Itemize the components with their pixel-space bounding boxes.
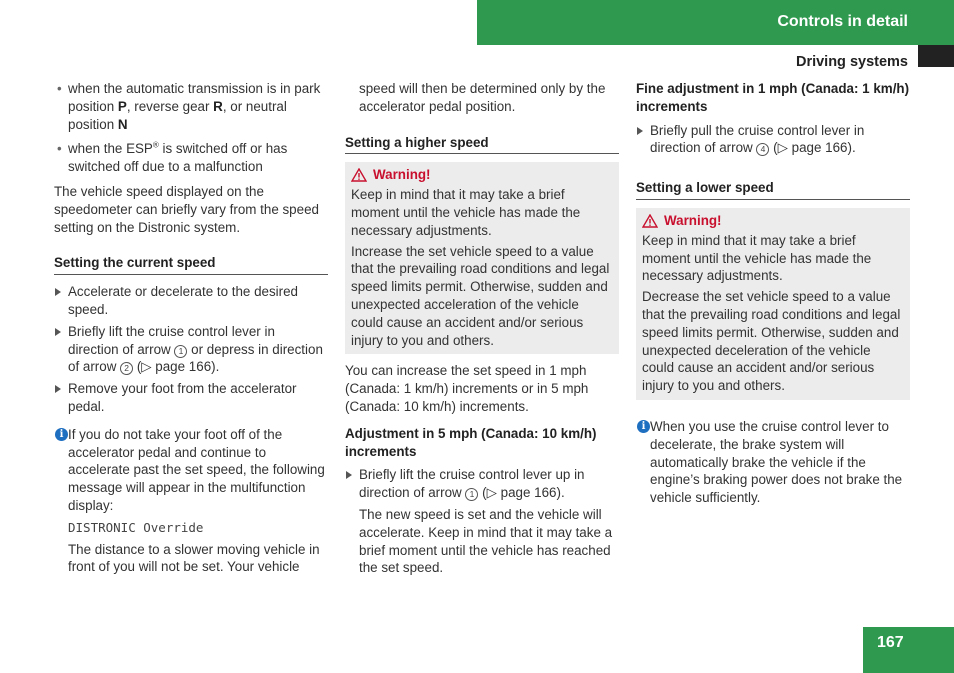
- info-text: If you do not take your foot off of the accelerator pedal and continue to accelerate past the set speed, the following message will appear in the multifunction display:: [68, 426, 325, 513]
- section-heading: Setting a higher speed: [345, 134, 619, 155]
- step-result-text: The new speed is set and the vehicle will accelerate. Keep in mind that it may take a brief moment until the vehicle has reached the set speed.: [359, 506, 613, 576]
- section-heading: Setting the current speed: [54, 254, 328, 275]
- column-2: [345, 80, 619, 577]
- warning-title: Warning!: [373, 167, 431, 183]
- warning-heading: [351, 166, 613, 184]
- gear-r: R: [213, 98, 223, 114]
- step-item: [54, 283, 328, 319]
- step-item: [54, 380, 328, 416]
- warning-triangle-icon: [351, 168, 367, 182]
- info-text-continued: The distance to a slower moving vehicle in front of you will not be set. Your vehicle: [68, 541, 320, 575]
- info-note: [636, 418, 910, 507]
- text: Remove your foot from the accelerator pedal.: [68, 381, 297, 414]
- column-1: [54, 80, 328, 576]
- step-item: [636, 122, 910, 158]
- page-number: 167: [877, 634, 904, 651]
- text: Briefly pull the cruise control lever in direction of arrow: [650, 122, 865, 156]
- step-arrow-icon: [346, 471, 352, 479]
- page-reference: (▷ page 166).: [133, 359, 220, 375]
- arrow-number-icon: 1: [174, 345, 187, 358]
- arrow-number-icon: 2: [120, 362, 133, 375]
- subsection-heading: Adjustment in 5 mph (Canada: 10 km/h) increments: [345, 425, 597, 459]
- warning-text: Keep in mind that it may take a brief moment until the vehicle has made the necessary adjustments.: [351, 187, 581, 238]
- warning-text: Keep in mind that it may take a brief moment until the vehicle has made the necessary adjustments.: [642, 232, 872, 284]
- text: Briefly lift the cruise control lever in direction of arrow: [68, 323, 275, 357]
- text: or depress in direction of arrow: [68, 341, 323, 375]
- warning-box: [345, 162, 619, 354]
- section-tab-marker: [918, 45, 954, 67]
- gear-n: N: [117, 116, 128, 132]
- page-reference: (▷ page 166).: [769, 140, 856, 156]
- warning-text: Increase the set vehicle speed to a value that the prevailing road conditions and legal speed limits permit. Otherwise, sudden and unexpected acceleration of the vehicle could cause an accident and/or serious injury to you and others.: [351, 243, 610, 348]
- section-heading: Setting a lower speed: [636, 179, 910, 200]
- paragraph: You can increase the set speed in 1 mph (Canada: 1 km/h) increments or in 5 mph (Canada: 10 km/h) increments.: [345, 363, 589, 414]
- display-message: DISTRONIC Override: [68, 519, 204, 535]
- info-note: [54, 426, 328, 576]
- text: Accelerate or decelerate to the desired speed.: [68, 284, 299, 317]
- continued-text: speed will then be determined only by the accelerator pedal position.: [359, 81, 606, 114]
- step-arrow-icon: [55, 385, 61, 393]
- text: when the automatic transmission is in park position: [68, 81, 321, 114]
- paragraph: The vehicle speed displayed on the speedometer can briefly vary from the speed setting on the Distronic system.: [54, 183, 319, 235]
- warning-box: [636, 208, 910, 400]
- step-item: [54, 323, 328, 376]
- text: is switched off or has switched off due to a malfunction: [68, 141, 288, 175]
- warning-triangle-icon: [642, 214, 658, 228]
- step-item: [345, 466, 619, 502]
- info-icon: i: [637, 420, 650, 433]
- text: , reverse gear: [126, 98, 214, 114]
- page-reference: (▷ page 166).: [478, 485, 565, 501]
- text: Briefly lift the cruise control lever up in direction of arrow: [359, 467, 585, 501]
- warning-title: Warning!: [664, 212, 722, 228]
- subsection-heading: Fine adjustment in 1 mph (Canada: 1 km/h) increments: [636, 81, 910, 114]
- registered-mark: ®: [152, 140, 159, 150]
- arrow-number-icon: 1: [465, 488, 478, 501]
- step-arrow-icon: [55, 288, 61, 296]
- text: when the ESP: [68, 141, 153, 157]
- step-arrow-icon: [55, 328, 61, 336]
- text: , or neutral position: [68, 98, 287, 132]
- column-3: [636, 80, 910, 507]
- list-item: [54, 140, 328, 176]
- info-text: When you use the cruise control lever to decelerate, the brake system will automatically brake the vehicle if the engine’s braking power does not brake the vehicle sufficiently.: [650, 418, 903, 506]
- gear-p: P: [117, 98, 127, 114]
- arrow-number-icon: 4: [756, 143, 769, 156]
- warning-heading: [642, 212, 904, 230]
- list-item: [54, 80, 328, 133]
- step-arrow-icon: [637, 127, 643, 135]
- info-icon: i: [55, 428, 68, 441]
- subsection-title: Driving systems: [795, 54, 908, 70]
- section-title: Controls in detail: [777, 13, 908, 30]
- warning-text: Decrease the set vehicle speed to a value that the prevailing road conditions and legal speed limits permit. Otherwise, sudden and unexpected deceleration of the vehicle could cause an accident and/or serious injury to you and others.: [642, 289, 901, 394]
